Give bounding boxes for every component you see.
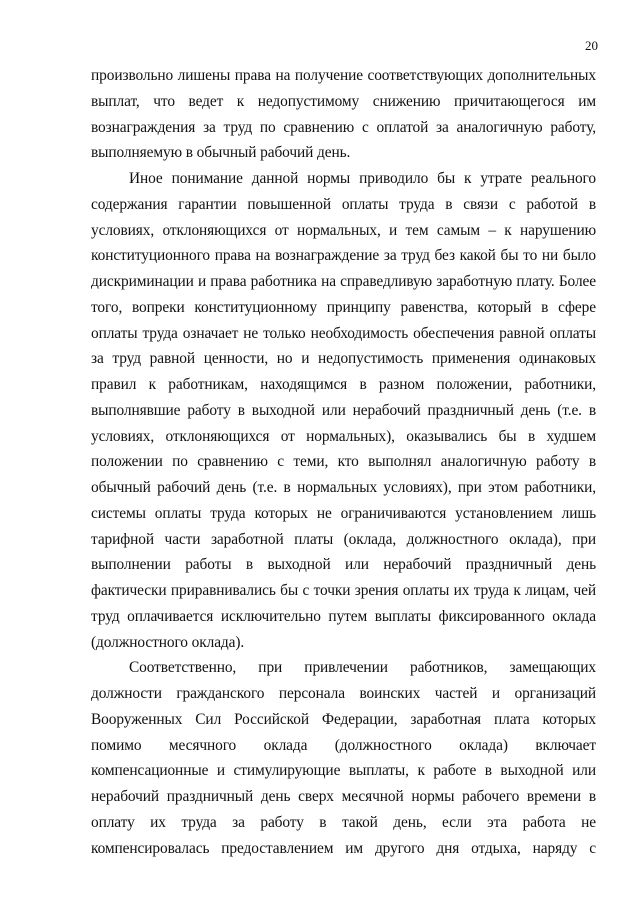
paragraph-1 [91, 63, 596, 166]
text-line: дискриминации и права работника на справедливую заработную плату. Более [91, 273, 596, 290]
text-line: условиях, отклоняющихся от нормальных, и тем самым – к нарушению [91, 221, 596, 239]
text-line: обычный рабочий день (т.е. в нормальных условиях), при этом работники, [91, 479, 596, 496]
text-line: за труд равной ценности, но и недопустимость применения одинаковых [91, 350, 596, 368]
text-line: оплаты труда означает не только необходимость обеспечения равной оплаты [91, 324, 596, 342]
text-line: компенсировалась предоставлением им другого дня отдыха, наряду с [91, 839, 596, 857]
text-line: Иное понимание данной нормы приводило бы к утрате реального [129, 170, 596, 187]
text-line: оплату их труда за работу в такой день, если эта работа не [91, 813, 596, 831]
text-line: содержания гарантии повышенной оплаты труда в связи с работой в [91, 195, 596, 213]
text-line: выполнении работы в выходной или нерабочий праздничный день [91, 556, 596, 574]
text-line: положении по сравнению с теми, кто выполнял аналогичную работу в [91, 453, 596, 471]
paragraph-3 [91, 655, 596, 861]
text-line: условиях, отклоняющихся от нормальных), оказывались бы в худшем [91, 427, 596, 445]
text-line: фактически приравнивались бы с точки зрения оплаты их труда к лицам, чей [91, 582, 596, 599]
text-line: вознаграждения за труд по сравнению с оплатой за аналогичную работу, [91, 118, 596, 136]
text-line: конституционного права на вознаграждение за труд без какой бы то ни было [91, 247, 596, 265]
text-line: выполняемую в обычный рабочий день. [91, 144, 351, 162]
body-text [91, 63, 596, 861]
text-line: нерабочий праздничный день сверх месячной нормы рабочего времени в [91, 788, 596, 805]
text-line: произвольно лишены права на получение соответствующих дополнительных [91, 67, 596, 84]
text-line: помимо месячного оклада (должностного оклада) включает [91, 736, 596, 754]
text-line: того, вопреки конституционному принципу равенства, который в сфере [91, 298, 596, 316]
text-line: правил к работникам, находящимся в разном положении, работники, [91, 376, 596, 393]
text-line: тарифной части заработной платы (оклада, должностного оклада), при [91, 530, 596, 548]
page-number: 20 [585, 38, 598, 53]
text-line: должности гражданского персонала воинских частей и организаций [91, 685, 596, 702]
text-line: компенсационные и стимулирующие выплаты, к работе в выходной или [91, 762, 596, 780]
text-line: системы оплаты труда которых не ограничиваются установлением лишь [91, 504, 596, 522]
text-line: труд оплачивается исключительно путем выплаты фиксированного оклада [91, 607, 596, 625]
text-line: выплат, что ведет к недопустимому снижению причитающегося им [91, 92, 596, 110]
text-line: выполнявшие работу в выходной или нерабочий праздничный день (т.е. в [91, 401, 596, 419]
text-line: (должностного оклада). [91, 633, 245, 651]
text-line: Соответственно, при привлечении работников, замещающих [129, 659, 596, 677]
text-line: Вооруженных Сил Российской Федерации, заработная плата которых [91, 710, 596, 728]
paragraph-2 [91, 166, 596, 655]
